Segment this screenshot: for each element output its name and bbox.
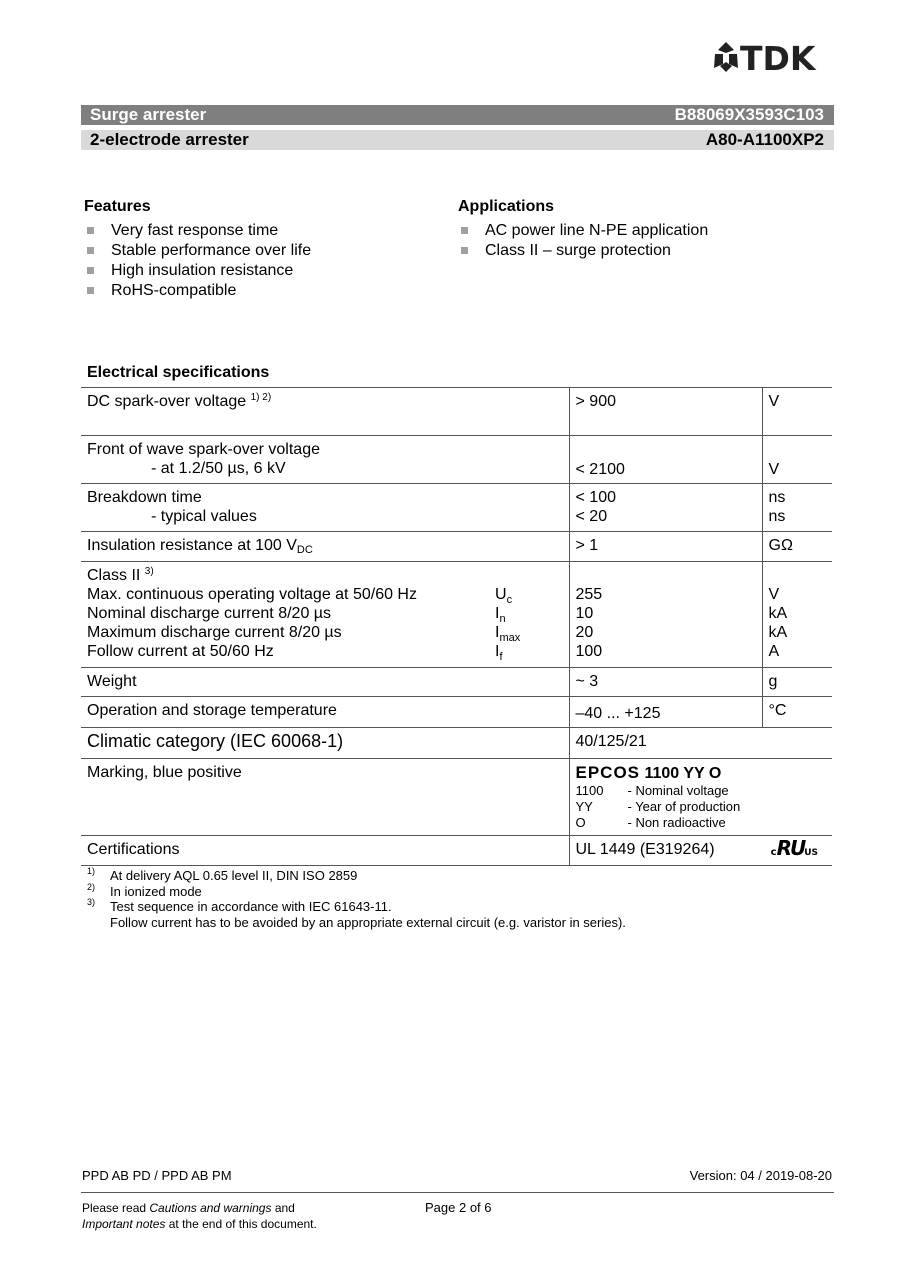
features-section — [84, 198, 311, 301]
footnote: 2) In ionized mode — [87, 881, 202, 899]
breakdown-value-1: < 100 — [575, 489, 616, 506]
subheader-bar — [81, 130, 834, 150]
class2-value: 255 — [575, 586, 603, 603]
class2-row-label: Maximum discharge current 8/20 µs — [87, 624, 342, 641]
marking-label: Marking, blue positive — [81, 759, 569, 836]
front-label: Front of wave spark-over voltage — [87, 441, 320, 458]
product-name: Surge arrester — [90, 105, 207, 124]
insulation-unit: GΩ — [762, 532, 832, 562]
weight-label: Weight — [81, 668, 569, 697]
product-type: 2-electrode arrester — [90, 130, 249, 149]
class2-unit: V — [768, 586, 780, 603]
page-number: Page 2 of 6 — [425, 1200, 492, 1215]
table-row — [81, 836, 832, 866]
breakdown-label: Breakdown time — [87, 489, 202, 506]
header-bar — [81, 105, 834, 125]
class2-row-symbol: $I_f$ — [495, 643, 503, 664]
list-item: Stable performance over life — [84, 241, 311, 261]
table-row — [81, 668, 832, 697]
ordering-code: A80-A1100XP2 — [705, 130, 824, 149]
tdk-logo — [712, 40, 836, 74]
list-item: RoHS-compatible — [84, 281, 311, 301]
front-value: < 2100 — [569, 436, 762, 484]
class2-row — [87, 623, 563, 645]
insulation-label: Insulation resistance at 100 V — [87, 537, 297, 554]
table-row — [81, 484, 832, 532]
table-row — [81, 436, 832, 484]
footnote: 3) Test sequence in accordance with IEC 61643-11. — [87, 897, 392, 914]
features-list — [84, 221, 311, 301]
table-row — [81, 759, 832, 836]
list-item: Class II – surge protection — [458, 241, 708, 261]
table-row — [81, 532, 832, 562]
front-sub: - at 1.2/50 µs, 6 kV — [151, 460, 286, 477]
applications-section — [458, 198, 708, 261]
climatic-label: Climatic category (IEC 60068-1) — [81, 728, 569, 759]
spec-table — [81, 387, 832, 866]
list-item: High insulation resistance — [84, 261, 311, 281]
class2-row-label: Nominal discharge current 8/20 µs — [87, 605, 331, 622]
dc-value: > 900 — [569, 388, 762, 436]
dc-note: 1) 2) — [250, 392, 272, 403]
weight-unit: g — [762, 668, 832, 697]
marking-line: O - Non radioactive — [575, 815, 726, 830]
class2-value: 100 — [575, 643, 603, 660]
breakdown-unit-1: ns — [768, 489, 786, 506]
temp-label: Operation and storage temperature — [81, 697, 569, 728]
marking-line: YY - Year of production — [575, 799, 741, 814]
class2-unit: kA — [768, 605, 788, 622]
class2-value: 20 — [575, 624, 594, 641]
temp-unit: °C — [762, 697, 832, 728]
dc-label: DC spark-over voltage — [87, 393, 247, 410]
class2-row-label: Follow current at 50/60 Hz — [87, 643, 274, 660]
class2-unit: kA — [768, 624, 788, 641]
logo-text: TDK — [740, 40, 816, 74]
class2-note: 3) — [144, 566, 154, 577]
insulation-value: > 1 — [569, 532, 762, 562]
table-row — [81, 562, 832, 668]
applications-title: Applications — [458, 198, 555, 215]
footer-department: PPD AB PD / PPD AB PM — [82, 1168, 232, 1183]
class2-row-symbol: $U_c$ — [495, 586, 513, 607]
table-row — [81, 728, 832, 759]
marking-code: 1100 YY O — [644, 765, 722, 782]
insulation-label-sub: DC — [296, 544, 313, 556]
table-row — [81, 697, 832, 728]
spec-title: Electrical specifications — [87, 364, 270, 381]
weight-value: ~ 3 — [569, 668, 762, 697]
class2-row — [87, 642, 563, 664]
climatic-value: 40/125/21 — [569, 728, 832, 759]
class2-unit: A — [768, 643, 780, 660]
class2-row-symbol: $I_{max}$ — [495, 624, 521, 645]
class2-row-label: Max. continuous operating voltage at 50/60 Hz — [87, 586, 417, 603]
list-item: Very fast response time — [84, 221, 311, 241]
class2-value: 10 — [575, 605, 594, 622]
breakdown-value-2: < 20 — [575, 508, 608, 525]
class2-label: Class II — [87, 567, 141, 584]
breakdown-unit-2: ns — [768, 508, 786, 525]
class2-row — [87, 585, 563, 607]
part-number: B88069X3593C103 — [674, 105, 824, 124]
footer-version: Version: 04 / 2019-08-20 — [689, 1168, 832, 1183]
features-title: Features — [84, 198, 151, 215]
class2-row — [87, 604, 563, 626]
footnote: 1) At delivery AQL 0.65 level II, DIN ISO 2859 — [87, 866, 358, 883]
marking-line: 1100 - Nominal voltage — [575, 783, 729, 798]
footnotes — [87, 868, 626, 930]
ul-mark-icon: cRUUS — [770, 836, 818, 860]
class2-row-symbol: $I_n$ — [495, 605, 506, 626]
cert-value: UL 1449 (E319264) — [575, 841, 715, 858]
footer-divider — [81, 1192, 834, 1193]
breakdown-sub: - typical values — [151, 508, 257, 525]
footnote: Follow current has to be avoided by an appropriate external circuit (e.g. varistor in series). — [110, 914, 626, 930]
front-unit: V — [762, 436, 832, 484]
applications-list — [458, 221, 708, 261]
footer-notice: Please read Cautions and warnings and Important notes at the end of this document. — [82, 1201, 317, 1231]
dc-unit: V — [762, 388, 832, 436]
epcos-brand: EPCOS — [575, 763, 641, 782]
list-item: AC power line N-PE application — [458, 221, 708, 241]
cert-label: Certifications — [81, 836, 569, 866]
table-row — [81, 388, 832, 436]
temp-value: –40 ... +125 — [569, 697, 762, 728]
